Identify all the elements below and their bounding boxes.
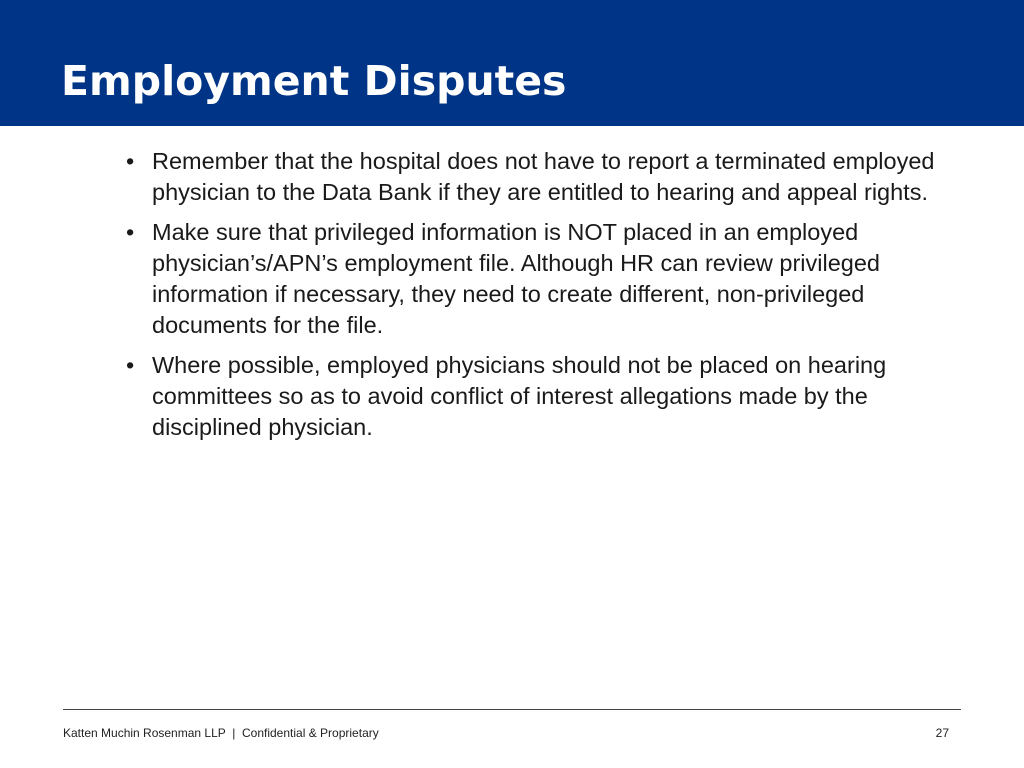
title-band bbox=[0, 0, 1024, 126]
bullet-text: Remember that the hospital does not have to report a terminated employed physician to the Data Bank if they are entitled to hearing and appeal rights. bbox=[152, 148, 935, 205]
bullet-item bbox=[126, 217, 982, 341]
bullet-marker: • bbox=[126, 148, 135, 174]
bullet-list bbox=[126, 146, 982, 452]
footer-divider bbox=[63, 709, 961, 710]
bullet-text: Where possible, employed physicians should not be placed on hearing committees so as to avoid conflict of interest allegations made by the disciplined physician. bbox=[152, 352, 887, 440]
bullet-item bbox=[126, 146, 982, 208]
page-number: 27 bbox=[935, 726, 949, 740]
bullet-marker: • bbox=[126, 352, 135, 378]
bullet-text: Make sure that privileged information is NOT placed in an employed physician’s/APN’s employment file. Although HR can review privileged information if necessary, they need to create different, non-privileged documents for the file. bbox=[152, 219, 880, 338]
footer-text: Katten Muchin Rosenman LLP | Confidential & Proprietary bbox=[63, 726, 379, 740]
bullet-marker: • bbox=[126, 219, 135, 245]
bullet-item bbox=[126, 350, 982, 443]
slide-title: Employment Disputes bbox=[61, 57, 567, 105]
